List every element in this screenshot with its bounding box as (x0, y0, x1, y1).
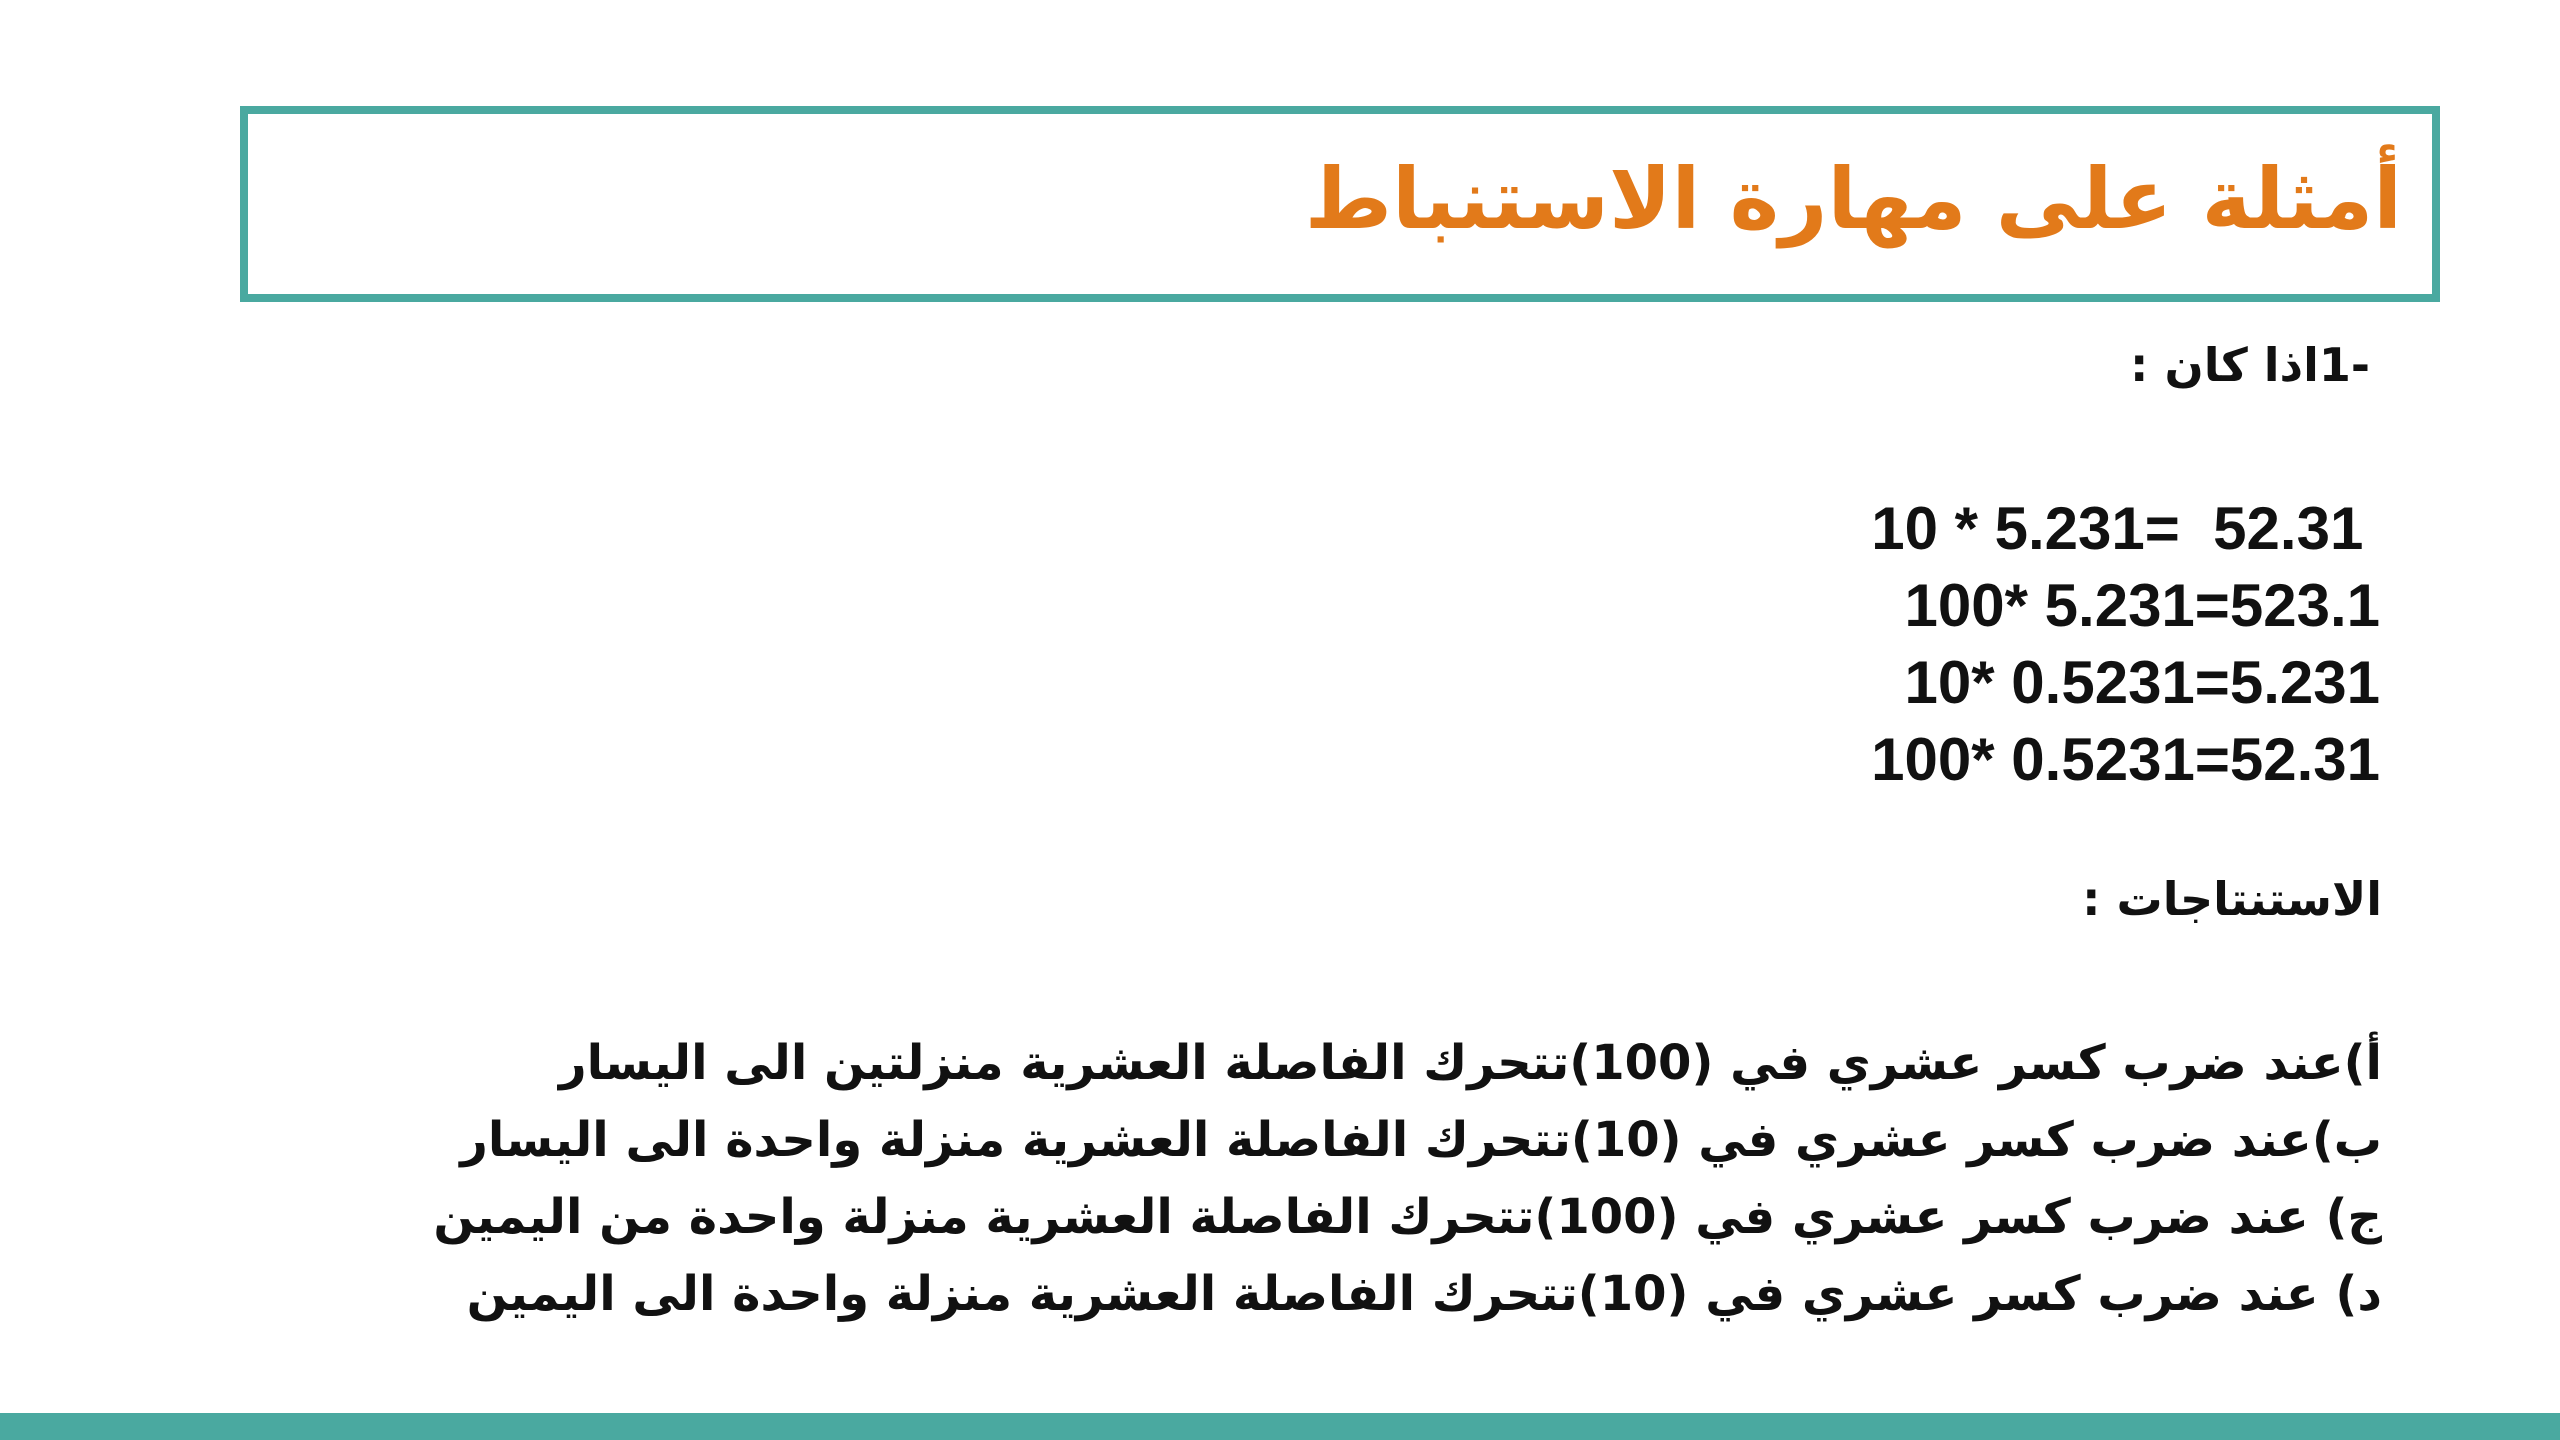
intro-text: -1اذا كان : (2130, 338, 2370, 392)
conclusions-list (382, 1025, 2382, 1333)
title-box (240, 106, 2440, 302)
slide-title: أمثلة على مهارة الاستنباط (1304, 150, 2402, 248)
conclusion-item: ب)عند ضرب كسر عشري في (10)تتحرك الفاصلة العشرية منزلة واحدة الى اليسار (460, 1112, 2382, 1168)
equation-line: 100* 5.231=523.1 (1904, 572, 2380, 639)
conclusions-heading: الاستنتاجات : (2082, 872, 2382, 926)
conclusion-item: ج) عند ضرب كسر عشري في (100)تتحرك الفاصلة العشرية منزلة واحدة من اليمين (433, 1189, 2382, 1245)
conclusion-item: د) عند ضرب كسر عشري في (10)تتحرك الفاصلة العشرية منزلة واحدة الى اليمين (466, 1266, 2382, 1322)
equation-line: 10 * 5.231= 52.31 (1871, 495, 2380, 562)
equation-line: 10* 0.5231=5.231 (1904, 649, 2380, 716)
conclusion-item: أ)عند ضرب كسر عشري في (100)تتحرك الفاصلة العشرية منزلتين الى اليسار (558, 1035, 2382, 1091)
bottom-accent-bar (0, 1413, 2560, 1440)
equations-block (1780, 490, 2380, 798)
equation-line: 100* 0.5231=52.31 (1871, 726, 2380, 793)
